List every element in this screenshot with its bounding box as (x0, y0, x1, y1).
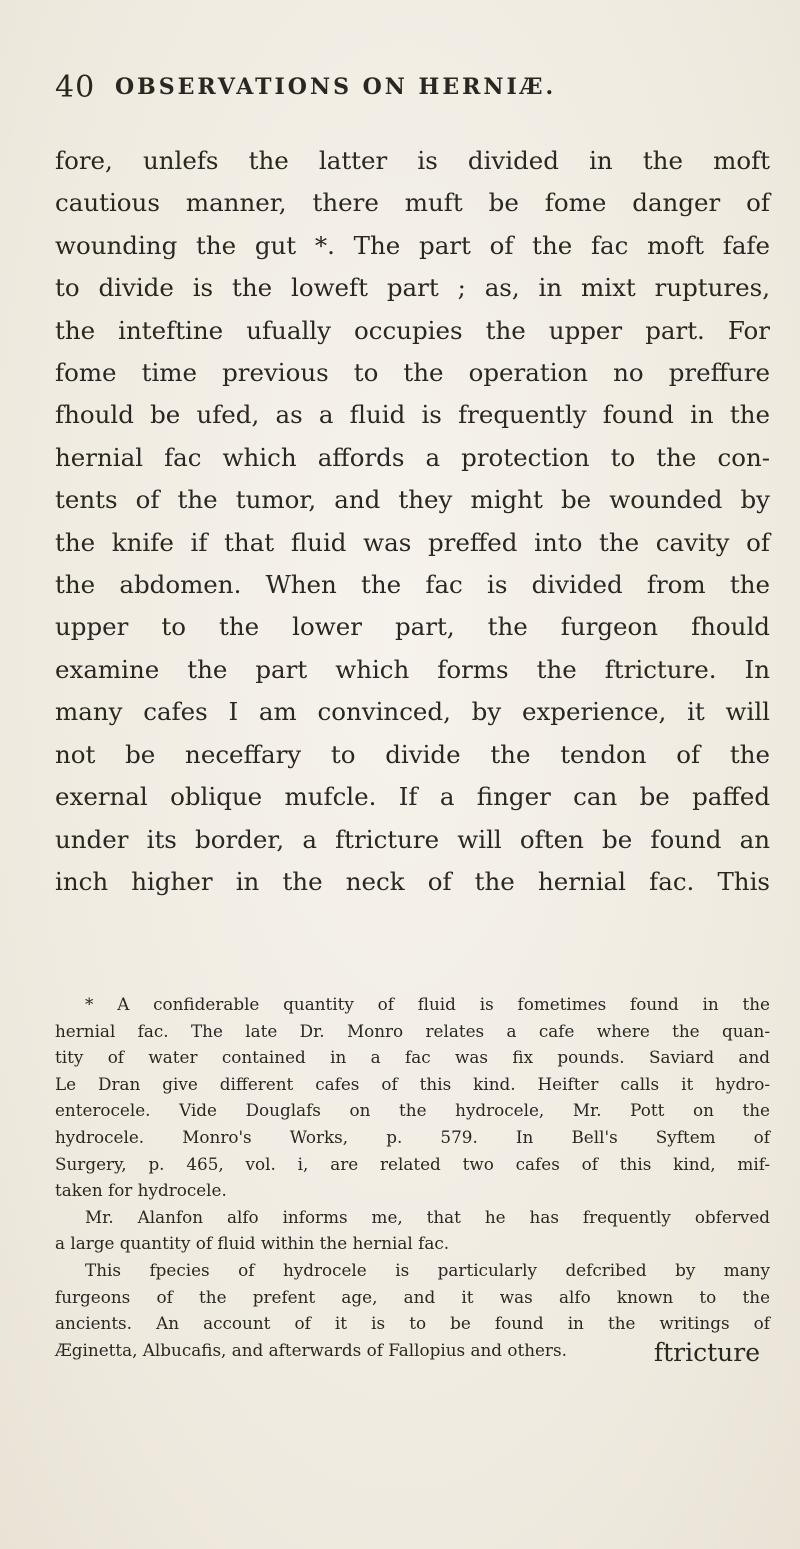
page-number: 40 (55, 70, 96, 105)
page-header (55, 70, 755, 110)
footnote-line: hydrocele. Monro's Works, p. 579. In Bell's Syftem of (55, 1126, 770, 1147)
footnote-line: a large quantity of fluid within the hernial fac. (55, 1233, 450, 1254)
footnote-line: Le Dran give different cafes of this kind. Heifter calls it hydro- (55, 1073, 770, 1094)
text-line: many cafes I am convinced, by experience, it will (55, 697, 770, 727)
text-line: the knife if that fluid was preffed into the cavity of (55, 527, 770, 557)
text-line: fhould be ufed, as a fluid is frequently found in the (55, 400, 770, 430)
text-line: fome time previous to the operation no preffure (55, 358, 770, 388)
main-text (55, 140, 770, 903)
footnotes (55, 991, 770, 1363)
text-line: to divide is the loweft part ; as, in mixt ruptures, (55, 273, 770, 303)
text-line: hernial fac which affords a protection to the con- (55, 442, 770, 472)
footnote-line: enterocele. Vide Douglafs on the hydrocele, Mr. Pott on the (55, 1100, 770, 1121)
footnote-line: Surgery, p. 465, vol. i, are related two cafes of this kind, mif- (55, 1153, 770, 1174)
text-line: inch higher in the neck of the hernial fac. This (55, 866, 770, 896)
text-line: fore, unlefs the latter is divided in the moft (55, 146, 770, 175)
footnote-line: Mr. Alanfon alfo informs me, that he has frequently obferved (85, 1206, 770, 1227)
text-line: exernal oblique mufcle. If a finger can be paffed (55, 782, 770, 812)
text-line: tents of the tumor, and they might be wounded by (55, 485, 770, 515)
text-line: cautious manner, there muft be fome danger of (55, 188, 770, 218)
footnote-line: Æginetta, Albucafis, and afterwards of Fallopius and others. (55, 1339, 567, 1360)
footnote-line: furgeons of the prefent age, and it was alfo known to the (55, 1286, 770, 1307)
text-line: not be neceffary to divide the tendon of the (55, 739, 770, 769)
footnote-line: hernial fac. The late Dr. Monro relates a cafe where the quan- (55, 1020, 770, 1041)
footnote-line: This fpecies of hydrocele is particularly defcribed by many (85, 1259, 770, 1280)
text-line: under its border, a ftricture will often be found an (55, 824, 770, 854)
text-line: upper to the lower part, the furgeon fhould (55, 612, 770, 642)
footnote-line: ancients. An account of it is to be found in the writings of (55, 1313, 770, 1334)
text-line: the abdomen. When the fac is divided from the (55, 570, 770, 600)
text-line: the inteftine ufually occupies the upper part. For (55, 315, 770, 345)
running-title: OBSERVATIONS ON HERNIÆ. (115, 74, 557, 100)
footnote-line: taken for hydrocele. (55, 1180, 227, 1201)
text-line: examine the part which forms the ftricture. In (55, 654, 770, 684)
footnote-line: tity of water contained in a fac was fix pounds. Saviard and (55, 1047, 770, 1068)
text-line: wounding the gut *. The part of the fac moft fafe (55, 230, 770, 260)
footnote-line: * A confiderable quantity of fluid is fometimes found in the (85, 994, 770, 1014)
catchword: ftricture (653, 1338, 760, 1367)
